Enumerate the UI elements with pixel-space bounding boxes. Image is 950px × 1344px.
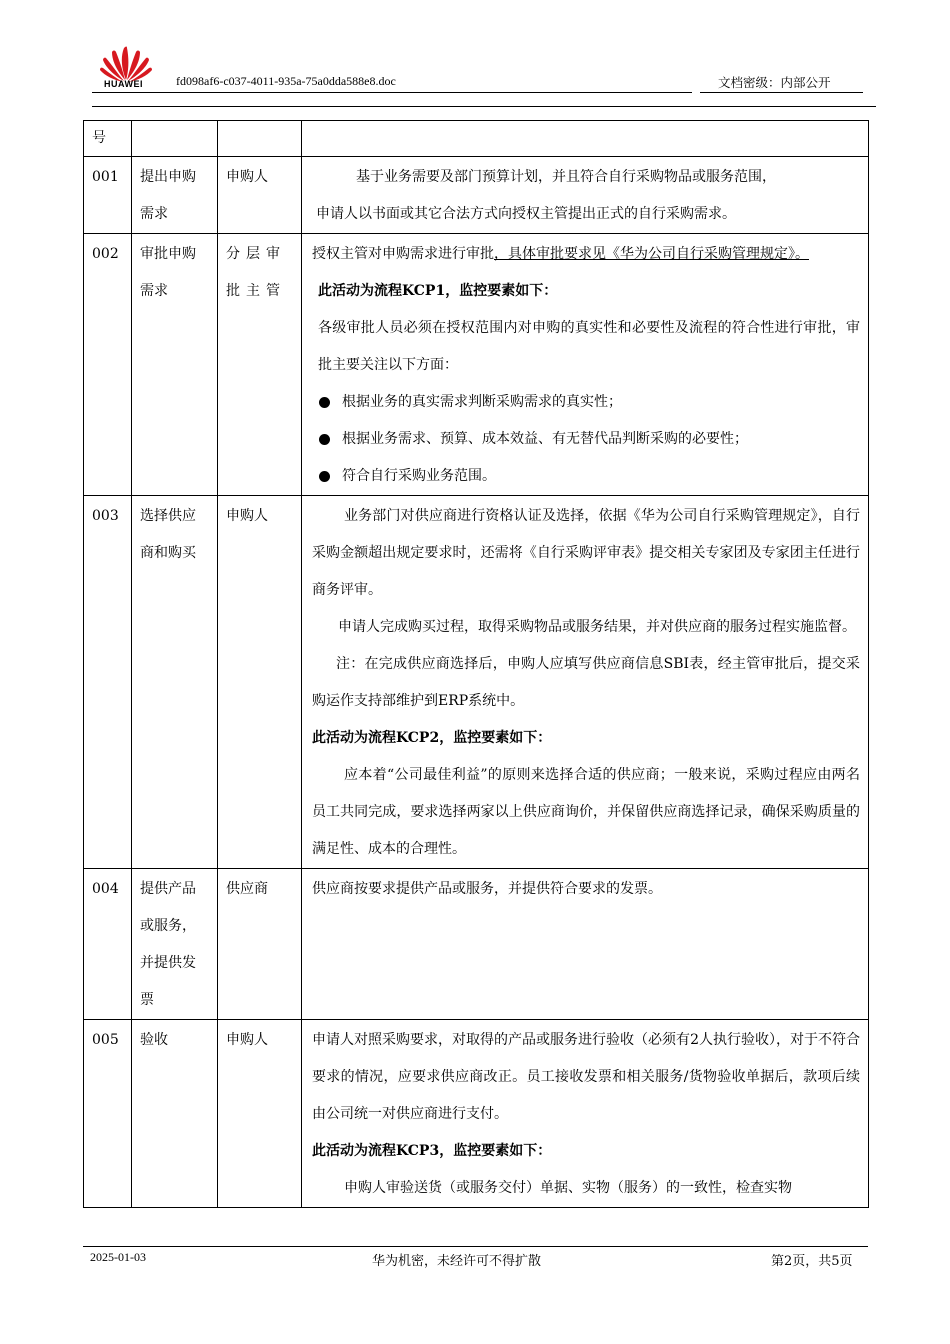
note-paragraph: 注：在完成供应商选择后，申购人应填写供应商信息SBI表，经主管审批后，提交采购运作支持部维护到ERP系统中。 (312, 656, 860, 709)
bullet-icon (319, 471, 330, 482)
activity-description (302, 869, 868, 908)
table-row (84, 1020, 869, 1208)
bullet-text: 符合自行采购业务范围。 (342, 468, 496, 484)
footer-page-number: 第2页，共5页 (771, 1254, 853, 1269)
description-text: 授权主管对申购需求进行审批 (312, 246, 494, 262)
security-level: 文档密级：内部公开 (718, 75, 831, 90)
table-row (84, 869, 869, 1020)
activity-name: 提供产品或服务，并提供发票 (140, 881, 196, 1008)
bullet-icon (319, 434, 330, 445)
row-number: 004 (92, 881, 119, 897)
kcp-heading: 此活动为流程KCP2，监控要素如下： (312, 730, 552, 746)
activity-name: 选择供应商和购买 (140, 508, 196, 561)
activity-description (302, 234, 868, 495)
description-paragraph: 申请人以书面或其它合法方式向授权主管提出正式的自行采购需求。 (316, 206, 736, 222)
footer-rule (83, 1246, 868, 1247)
table-row (84, 496, 869, 869)
bullet-icon (319, 397, 330, 408)
header-rule (92, 92, 692, 93)
activity-description (302, 496, 868, 868)
role-name: 供应商 (226, 881, 268, 897)
role-name: 申购人 (226, 508, 268, 524)
bullet-item (312, 458, 860, 495)
description-paragraph: 申请人完成购买过程，取得采购物品或服务结果，并对供应商的服务过程实施监督。 (338, 619, 856, 635)
header-divider (92, 106, 876, 107)
row-number: 003 (92, 508, 119, 524)
table-header-row (84, 121, 869, 157)
bullet-text: 根据业务需求、预算、成本效益、有无替代品判断采购的必要性； (342, 431, 748, 447)
description-paragraph: 供应商按要求提供产品或服务，并提供符合要求的发票。 (312, 881, 662, 897)
kcp-heading: 此活动为流程KCP3，监控要素如下： (312, 1143, 552, 1159)
bullet-item (312, 421, 860, 458)
row-number: 005 (92, 1032, 119, 1048)
description-paragraph: 业务部门对供应商进行资格认证及选择，依据《华为公司自行采购管理规定》，自行采购金额超出规定要求时，还需将《自行采购评审表》提交相关专家团及专家团主任进行商务评审。 (312, 508, 860, 598)
regulation-reference: ，具体审批要求见《华为公司自行采购管理规定》。 (494, 246, 809, 262)
activity-description (302, 1020, 868, 1207)
activity-name: 验收 (140, 1032, 168, 1048)
activity-name: 审批申购需求 (140, 246, 196, 299)
footer-confidential: 华为机密，未经许可不得扩散 (372, 1254, 542, 1269)
activity-description (302, 157, 868, 233)
row-number: 001 (92, 169, 119, 185)
description-paragraph: 应本着“公司最佳利益”的原则来选择合适的供应商；一般来说，采购过程应由两名员工共同完成，要求选择两家以上供应商询价，并保留供应商选择记录，确保采购质量的满足性、成本的合理性。 (312, 767, 860, 857)
huawei-logo-text: HUAWEI (104, 79, 143, 89)
role-name: 申购人 (226, 1032, 268, 1048)
footer-date: 2025-01-03 (90, 1250, 146, 1264)
kcp-heading: 此活动为流程KCP1，监控要素如下： (318, 283, 558, 299)
document-filename: fd098af6-c037-4011-935a-75a0dda588e8.doc (176, 74, 396, 88)
number-header: 号 (92, 130, 106, 146)
description-paragraph: 申购人审验送货（或服务交付）单据、实物（服务）的一致性，检查实物 (344, 1180, 792, 1196)
process-table (83, 120, 869, 1208)
description-paragraph: 基于业务需要及部门预算计划，并且符合自行采购物品或服务范围， (356, 169, 776, 185)
table-row (84, 157, 869, 234)
header-rule (700, 92, 863, 93)
row-number: 002 (92, 246, 119, 262)
bullet-text: 根据业务的真实需求判断采购需求的真实性； (342, 394, 622, 410)
activity-name: 提出申购需求 (140, 169, 196, 222)
page-header (0, 0, 950, 110)
bullet-item (312, 384, 860, 421)
description-paragraph: 申请人对照采购要求，对取得的产品或服务进行验收（必须有2人执行验收），对于不符合要求的情况，应要求供应商改正。员工接收发票和相关服务/货物验收单据后，款项后续由公司统一对供应商进行支付。 (312, 1032, 860, 1122)
table-row (84, 234, 869, 496)
role-name: 申购人 (226, 169, 268, 185)
role-name: 分层审批主管 (226, 246, 286, 299)
description-paragraph (312, 236, 860, 273)
description-paragraph: 各级审批人员必须在授权范围内对申购的真实性和必要性及流程的符合性进行审批，审批主要关注以下方面： (318, 320, 860, 373)
